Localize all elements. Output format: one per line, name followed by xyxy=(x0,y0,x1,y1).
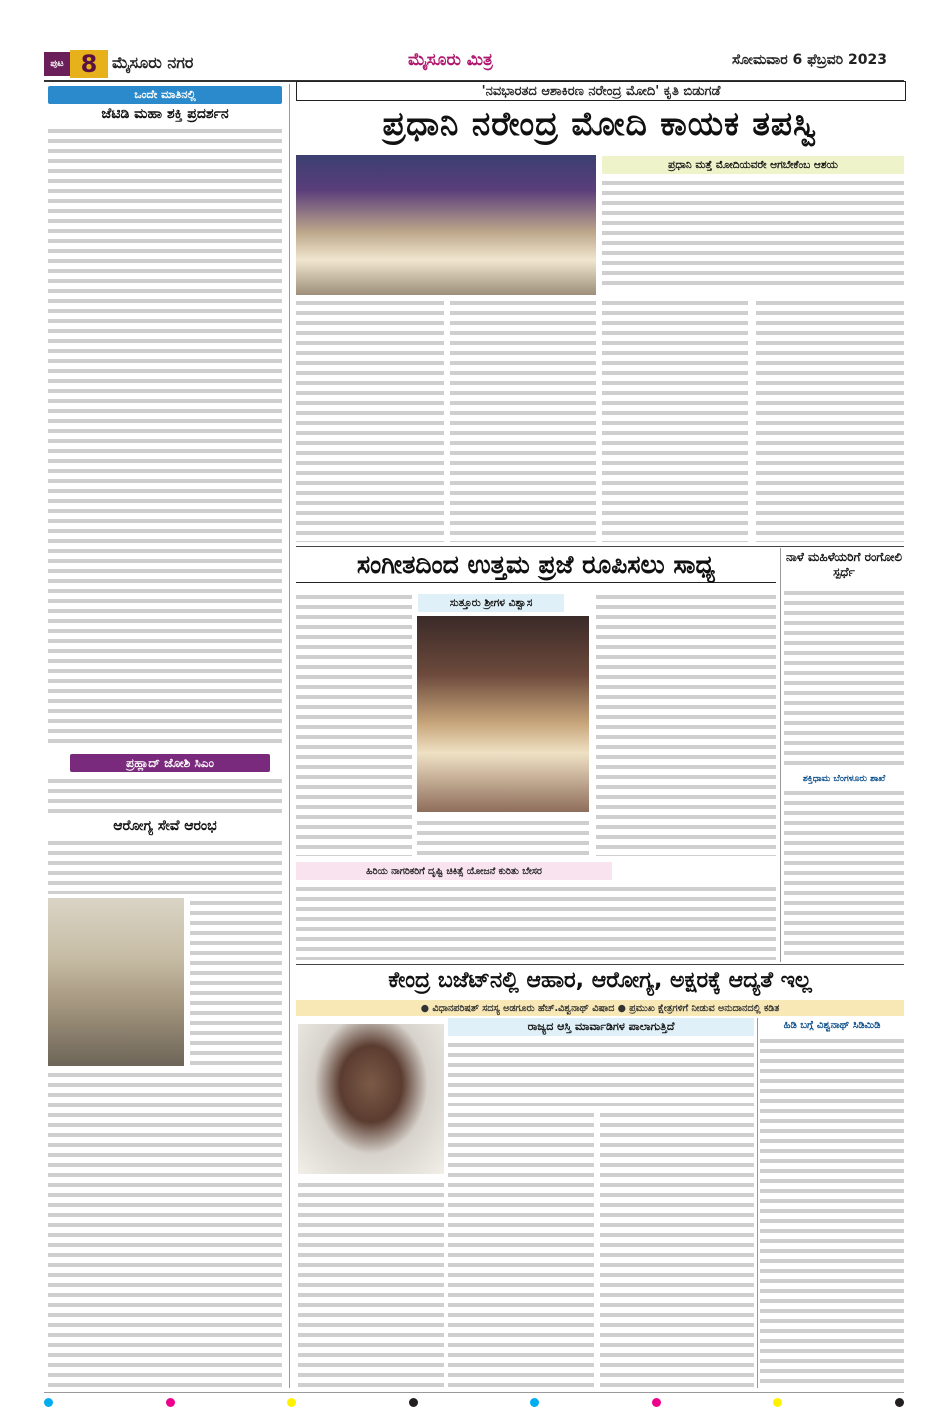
budget-side-body xyxy=(760,1036,904,1388)
magenta-mark-icon xyxy=(652,1398,661,1407)
right-body-1 xyxy=(784,588,904,770)
left-body-text-2 xyxy=(48,776,282,814)
top-story-body-2 xyxy=(296,298,444,542)
right-column-headline: ನಾಳೆ ಮಹಿಳೆಯರಿಗೆ ರಂಗೋಲಿ ಸ್ಪರ್ಧೆ xyxy=(785,550,903,579)
left-headline: ಜೆಟಿಡಿ ಮಹಾ ಶಕ್ತಿ ಪ್ರದರ್ಶನ xyxy=(101,106,229,122)
music-body-1 xyxy=(296,592,412,856)
budget-story-strip: ● ವಿಧಾನಪರಿಷತ್ ಸದಸ್ಯ ಅಡಗೂರು ಹೆಚ್.ವಿಶ್ವನಾಥ್ ವಿಷಾದ ● ಪ್ರಮುಖ ಕ್ಷೇತ್ರಗಳಿಗೆ ನೀಡುವ ಅನುದಾನದಲ್ಲಿ ಕಡಿತ xyxy=(296,1000,904,1016)
health-body-text xyxy=(48,838,282,894)
issue-date: ಸೋಮವಾರ 6 ಫೆಬ್ರವರಿ 2023 xyxy=(732,52,887,68)
top-story-body-5 xyxy=(756,298,904,542)
column-divider-2 xyxy=(780,548,781,962)
music-body-2 xyxy=(417,818,589,858)
budget-body-2 xyxy=(298,1180,444,1388)
left-body-text xyxy=(48,126,282,746)
column-divider xyxy=(289,84,290,1388)
health-body-text-2 xyxy=(190,898,282,1066)
budget-body-4 xyxy=(600,1110,754,1388)
budget-story-headline: ಕೇಂದ್ರ ಬಜೆಟ್‌ನಲ್ಲಿ ಆಹಾರ, ಆರೋಗ್ಯ, ಅಕ್ಷರಕ್ಕೆ ಆದ್ಯತೆ ಇಲ್ಲ xyxy=(388,968,812,993)
section-rule xyxy=(296,546,904,547)
budget-side-headline: ಹಿಡಿ ಬಗ್ಗೆ ವಿಶ್ವನಾಥ್ ಸಿಡಿಮಿಡಿ xyxy=(783,1020,881,1031)
speaker-photo xyxy=(298,1024,444,1174)
left-banner: ಪ್ರಹ್ಲಾದ್ ಜೋಶಿ ಸಿಎಂ xyxy=(70,754,270,772)
cyan-mark-icon xyxy=(44,1398,53,1407)
top-story-headline: ಪ್ರಧಾನಿ ನರೇಂದ್ರ ಮೋದಿ ಕಾಯಕ ತಪಸ್ವಿ xyxy=(382,104,818,143)
right-body-2 xyxy=(784,788,904,960)
top-story-body-1 xyxy=(602,178,904,290)
black-mark-icon xyxy=(409,1398,418,1407)
clinic-photo xyxy=(48,898,184,1066)
yellow-mark-icon xyxy=(773,1398,782,1407)
top-story-body-3 xyxy=(450,298,596,542)
music-story-kicker-2: ಹಿರಿಯ ನಾಗರಿಕರಿಗೆ ದೃಷ್ಟಿ ಚಿಕಿತ್ಸೆ ಯೋಜನೆ ಕುರಿತು ಬೇಸರ xyxy=(296,862,612,880)
health-headline: ಆರೋಗ್ಯ ಸೇವೆ ಆರಂಭ xyxy=(113,818,217,834)
black-mark-icon xyxy=(895,1398,904,1407)
yellow-mark-icon xyxy=(287,1398,296,1407)
right-column-kicker: ಶಕ್ತಿಧಾಮ ಬೆಂಗಳೂರು ಶಾಖೆ xyxy=(802,774,886,784)
top-story-body-4 xyxy=(602,298,748,542)
health-body-text-3 xyxy=(48,1070,282,1388)
column-divider-3 xyxy=(757,1018,758,1388)
section-rule-2 xyxy=(296,964,904,965)
music-event-photo xyxy=(417,616,589,812)
music-body-3 xyxy=(596,592,776,856)
paper-logo: ಮೈಸೂರು ಮಿತ್ರ xyxy=(408,50,493,70)
left-kicker: ಒಂದೇ ಮಾತಿನಲ್ಲಿ xyxy=(48,86,282,104)
music-body-4 xyxy=(296,884,776,960)
top-story-kicker: 'ನವಭಾರತದ ಆಶಾಕಿರಣ ನರೇಂದ್ರ ಮೋದಿ' ಕೃತಿ ಬಿಡುಗಡೆ xyxy=(296,81,906,101)
cyan-mark-icon xyxy=(530,1398,539,1407)
budget-story-kicker: ರಾಜ್ಯದ ಆಸ್ತಿ ಮಾರ್ವಾಡಿಗಳ ಪಾಲಾಗುತ್ತಿದೆ xyxy=(448,1018,754,1036)
page-tag: ಪುಟ xyxy=(44,52,70,76)
budget-body-3 xyxy=(448,1110,594,1388)
book-release-photo xyxy=(296,155,596,295)
registration-marks xyxy=(44,1398,904,1408)
music-story-kicker: ಸುತ್ತೂರು ಶ್ರೀಗಳ ವಿಶ್ವಾಸ xyxy=(418,594,564,612)
music-story-headline: ಸಂಗೀತದಿಂದ ಉತ್ತಮ ಪ್ರಜೆ ರೂಪಿಸಲು ಸಾಧ್ಯ xyxy=(296,550,776,583)
section-title: ಮೈಸೂರು ನಗರ xyxy=(112,53,194,72)
magenta-mark-icon xyxy=(166,1398,175,1407)
budget-body-1 xyxy=(448,1040,754,1106)
page-number: 8 xyxy=(70,50,108,78)
top-story-subkicker: ಪ್ರಧಾನಿ ಮತ್ತೆ ಮೋದಿಯವರೇ ಆಗಬೇಕೆಂಬ ಆಶಯ xyxy=(602,156,904,174)
footer-rule xyxy=(44,1392,904,1393)
